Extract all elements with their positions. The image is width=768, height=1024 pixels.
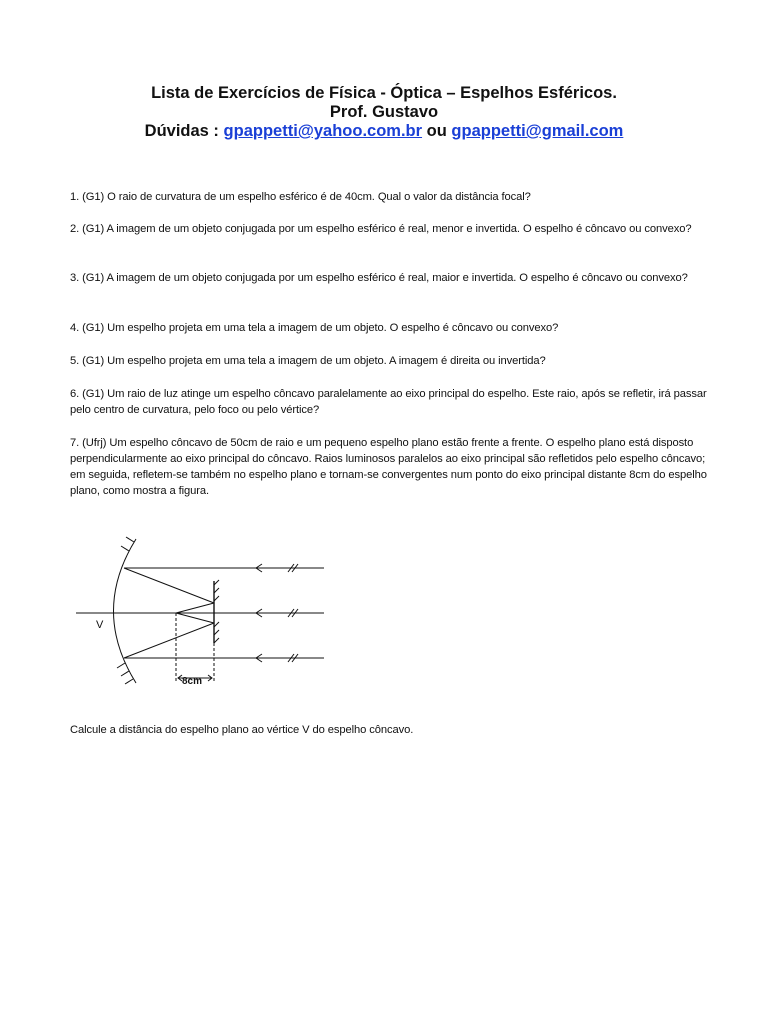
question-7: 7. (Ufrj) Um espelho côncavo de 50cm de raio e um pequeno espelho plano estão frente a frente. O espelho plano está disposto perpendicularmente ao eixo principal do côncavo. Raios luminosos paralelos ao eixo principal são refletidos pelo espelho côncavo; em seguida, refletem-se também no espelho plano e tornam-se convergentes num ponto do eixo principal distante 8cm do espelho plano, como mostra a figura. [70,437,707,497]
question-2: 2. (G1) A imagem de um objeto conjugada por um espelho esférico é real, menor e invertida. O espelho é côncavo ou convexo? [70,223,692,235]
converging-ray-bottom [176,613,214,623]
or-label: ou [426,122,447,140]
reflected-ray-bottom [124,623,214,658]
final-question: Calcule a distância do espelho plano ao vértice V do espelho côncavo. [70,724,414,736]
converging-ray-top [176,603,214,613]
concave-mirror [114,539,137,683]
vertex-label: V [96,619,104,631]
professor-name: Prof. Gustavo [329,103,439,121]
distance-label: 8cm [182,676,203,687]
document-title: Lista de Exercícios de Física - Óptica – Espelhos Esféricos. [151,84,617,102]
doubts-label: Dúvidas : [144,122,219,140]
email-yahoo-link[interactable]: gpappetti@yahoo.com.br [223,122,423,140]
reflected-ray-top [124,568,214,603]
question-1: 1. (G1) O raio de curvatura de um espelho esférico é de 40cm. Qual o valor da distância focal? [70,191,531,203]
question-5: 5. (G1) Um espelho projeta em uma tela a imagem de um objeto. A imagem é direita ou invertida? [70,355,546,367]
document-header [0,84,768,141]
email-gmail-link[interactable]: gpappetti@gmail.com [451,122,624,140]
mirror-figure [76,531,336,693]
question-3: 3. (G1) A imagem de um objeto conjugada por um espelho esférico é real, maior e invertida. O espelho é côncavo ou convexo? [70,272,688,284]
question-6: 6. (G1) Um raio de luz atinge um espelho côncavo paralelamente ao eixo principal do espelho. Este raio, após se refletir, irá passar pelo centro de curvatura, pelo foco ou pelo vértice? [70,388,707,416]
question-4: 4. (G1) Um espelho projeta em uma tela a imagem de um objeto. O espelho é côncavo ou convexo? [70,322,559,334]
plane-mirror-hatch [214,580,219,643]
contact-line [0,122,768,141]
